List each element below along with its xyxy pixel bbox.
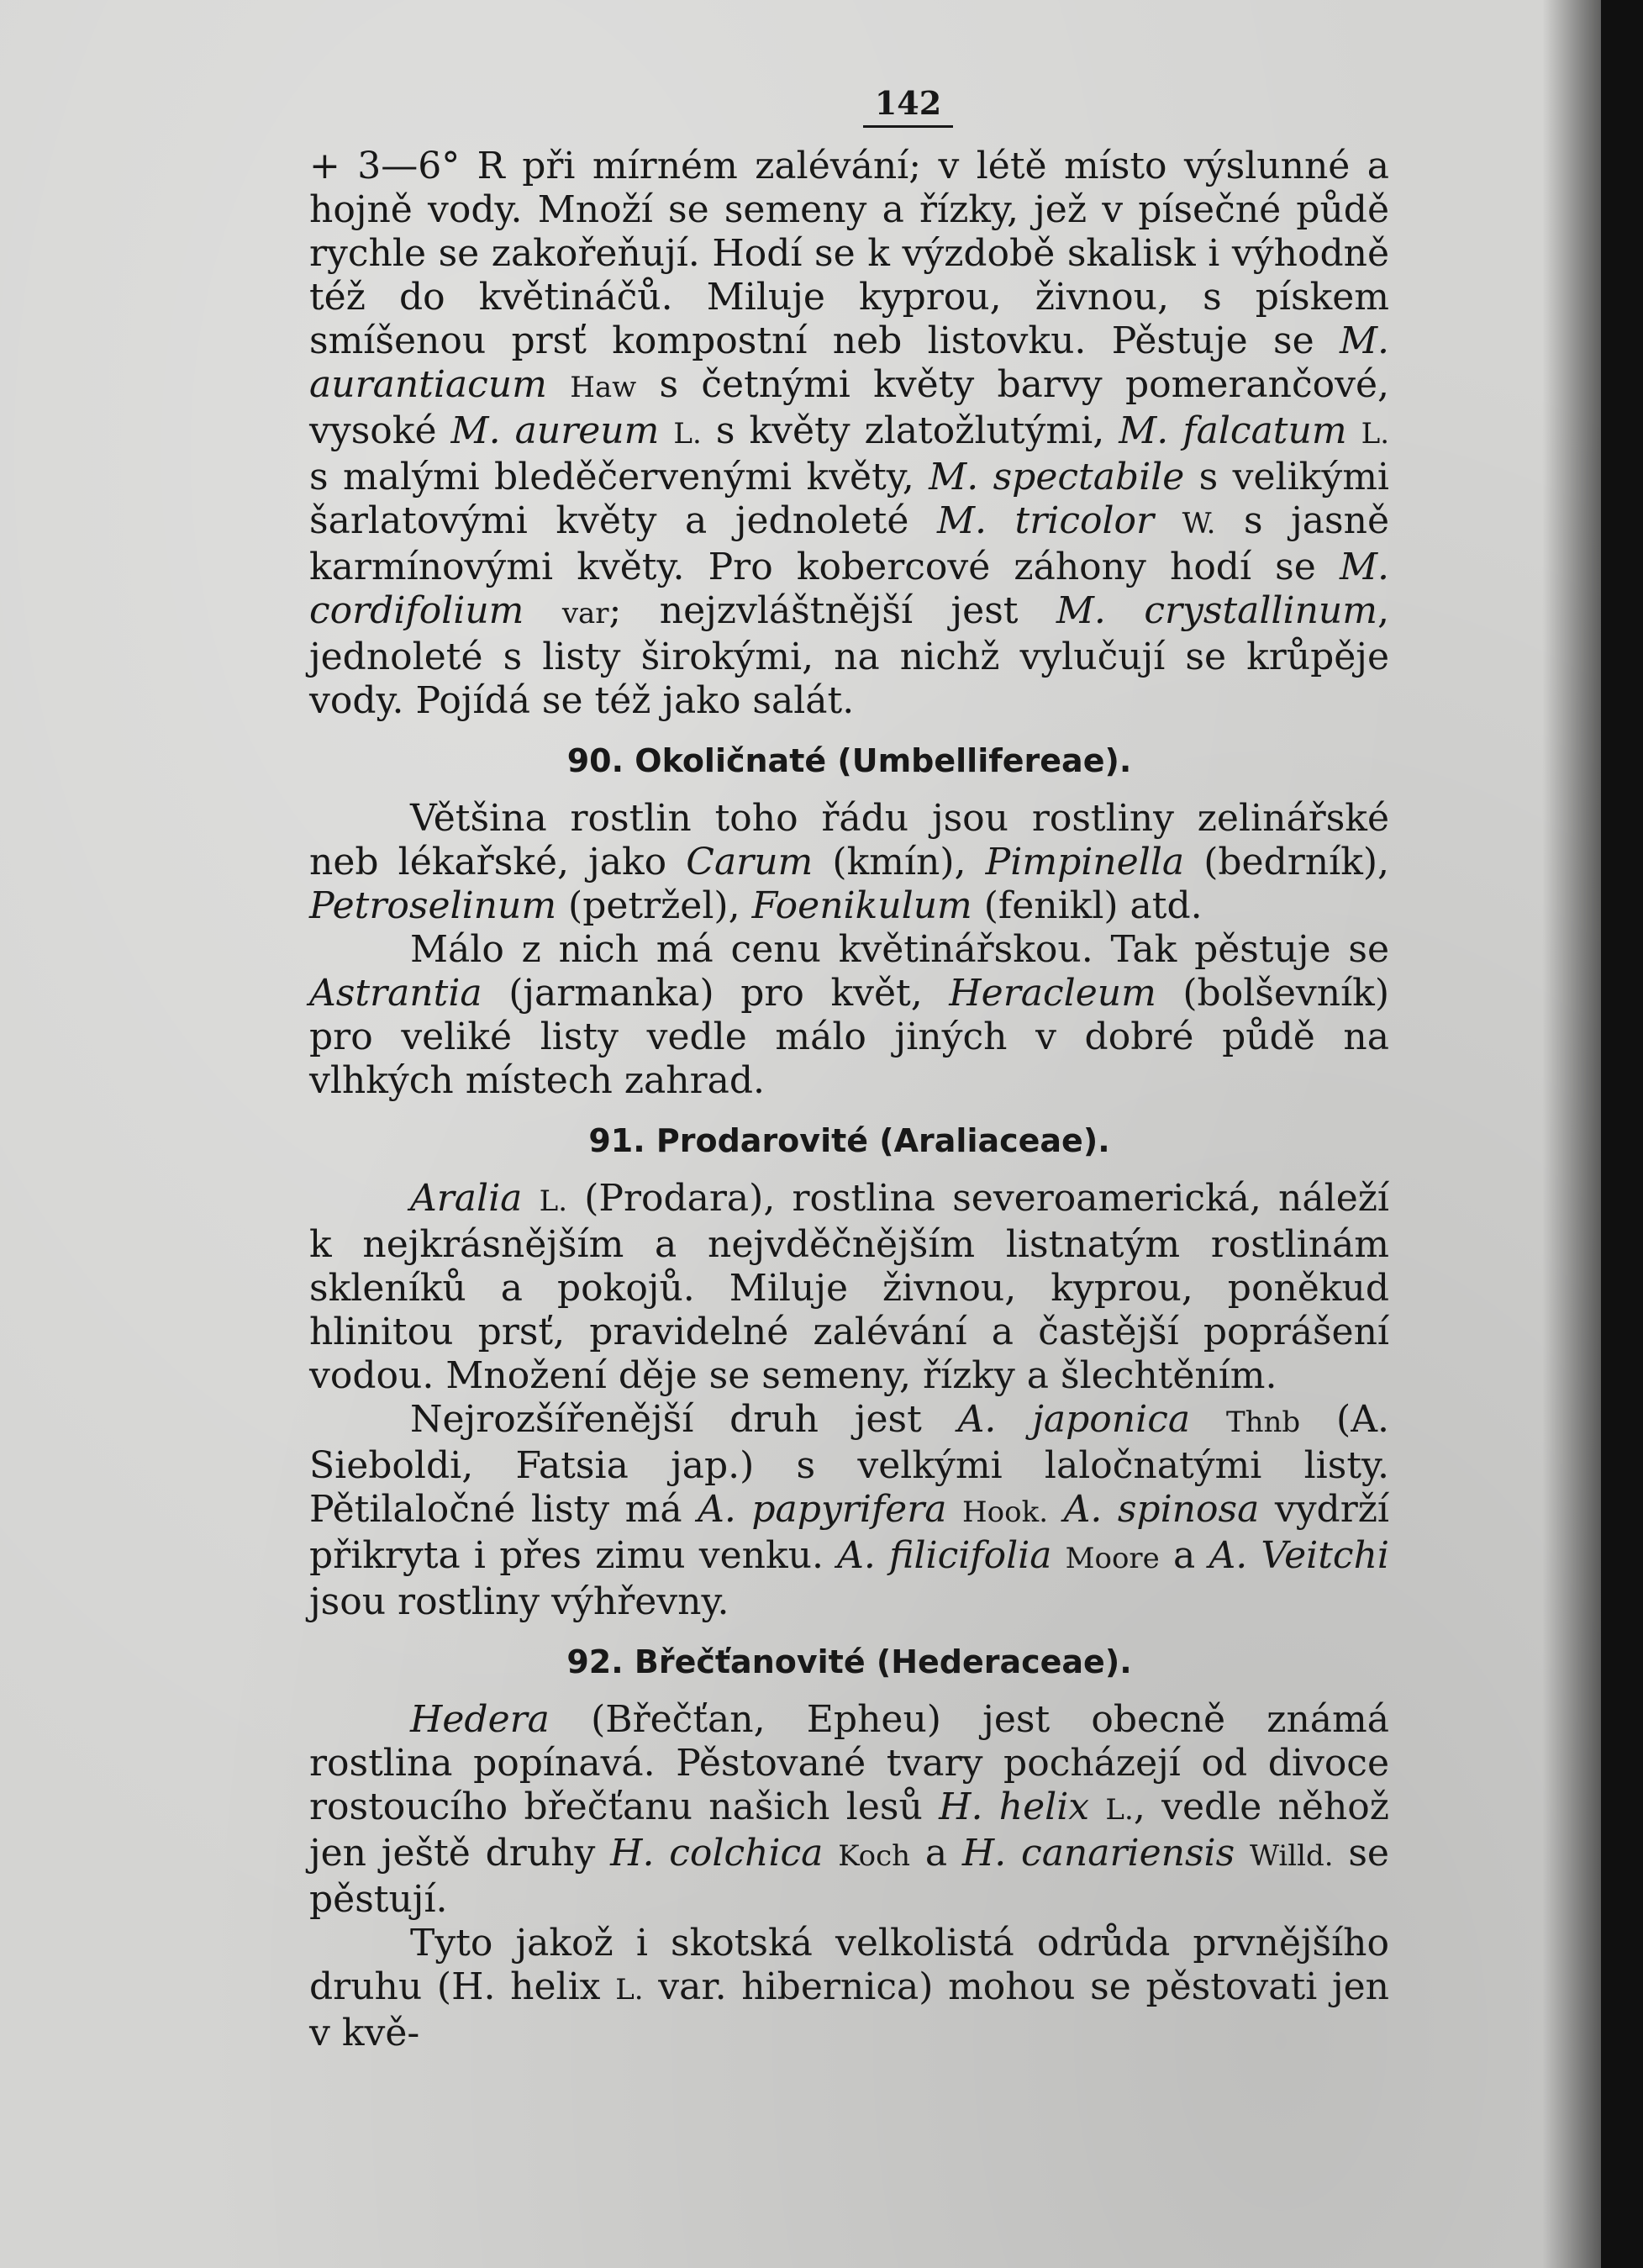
text-run: Nejrozšířenější druh jest <box>410 1398 958 1441</box>
text-run: (bedrník), <box>1184 841 1390 883</box>
body-paragraph <box>309 1177 1389 1398</box>
text-run: (A. Sieboldi, Fatsia jap.) s velkými laločnatými listy. Pětilaločné listy má <box>309 1398 1389 1531</box>
author-abbreviation: Thnb <box>1225 1406 1301 1439</box>
italic-taxon-name: A. japonica <box>957 1398 1191 1441</box>
body-paragraph <box>309 797 1389 928</box>
text-run: jsou rostliny výhřevny. <box>309 1580 729 1623</box>
section-heading: 92. Břečťanovité (Hederaceae). <box>566 1643 1132 1680</box>
text-run: (kmín), <box>813 841 986 883</box>
page-edge-shadow <box>1542 0 1601 2268</box>
text-run: (fenikl) atd. <box>972 884 1203 927</box>
author-abbreviation: L. <box>615 1973 644 2007</box>
italic-taxon-name: M. tricolor <box>936 499 1155 542</box>
page-number: 142 <box>309 84 1389 128</box>
text-run: s velikými šarlatovými květy a jednoleté <box>309 456 1389 542</box>
text-run <box>524 589 561 632</box>
italic-taxon-name: Carum <box>686 841 814 883</box>
text-run <box>1048 1488 1064 1531</box>
author-abbreviation: Hook. <box>962 1495 1049 1529</box>
text-run: , vedle něhož jen ještě druhy <box>309 1785 1389 1875</box>
author-abbreviation: Moore <box>1065 1542 1160 1575</box>
italic-taxon-name: A. filicifolia <box>837 1534 1052 1577</box>
italic-taxon-name: M. spectabile <box>929 456 1185 498</box>
section-heading: 91. Prodarovité (Araliaceae). <box>588 1122 1110 1159</box>
text-run: var. hibernica) mohou se pěstovati jen v kvě- <box>309 1965 1389 2054</box>
author-abbreviation: L. <box>1361 417 1389 451</box>
text-run: a <box>1159 1534 1209 1577</box>
italic-taxon-name: A. spinosa <box>1063 1488 1260 1531</box>
italic-taxon-name: H. helix <box>939 1785 1090 1828</box>
italic-taxon-name: A. papyrifera <box>698 1488 947 1531</box>
section-heading: 90. Okoličnaté (Umbelliferеae). <box>566 742 1132 779</box>
text-run <box>1089 1785 1105 1828</box>
italic-taxon-name: M. falcatum <box>1119 409 1347 452</box>
page-content <box>309 145 1389 2055</box>
text-run <box>1235 1832 1250 1875</box>
text-run: (jarmanka) pro květ, <box>482 972 950 1015</box>
italic-taxon-name: M. aureum <box>450 409 660 452</box>
author-abbreviation: Koch <box>838 1839 911 1873</box>
italic-taxon-name: H. canariensis <box>961 1832 1235 1875</box>
text-run: Většina rostlin toho řádu jsou rostliny zelinářské neb lékařské, jako <box>309 797 1389 883</box>
text-run: , jednoleté s listy širokými, na nichž vylučují se krůpěje vody. Pojídá se též jako salát. <box>309 589 1389 722</box>
author-abbreviation: L. <box>1105 1793 1134 1827</box>
text-run <box>1347 409 1361 452</box>
text-run <box>1051 1534 1065 1577</box>
text-run: s četnými květy barvy pomerančové, vysoké <box>309 363 1389 452</box>
text-run: (bolševník) pro veliké listy vedle málo jiných v dobré půdě na vlhkých místech zahrad. <box>309 972 1389 1102</box>
italic-taxon-name: Heracleum <box>949 972 1156 1015</box>
author-abbreviation: Haw <box>570 371 637 404</box>
body-paragraph <box>309 1398 1389 1624</box>
italic-taxon-name: M. crystallinum <box>1056 589 1377 632</box>
text-column <box>309 84 1389 2055</box>
text-run: (petržel), <box>556 884 752 927</box>
text-run: (Břečťan, Epheu) jest obecně známá rostlina popínavá. Pěstované tvary pocházejí od divoce rostoucího břečťanu našich lesů <box>309 1698 1389 1828</box>
body-paragraph <box>309 928 1389 1103</box>
text-run: vydrží přikryta i přes zimu venku. <box>309 1488 1389 1577</box>
text-run: Tyto jakož i skotská velkolistá odrůda prvnějšího druhu (H. helix <box>309 1922 1389 2008</box>
text-run <box>547 363 570 406</box>
text-run: (Prodara), rostlina severoamerická, náleží k nejkrásnějším a nejvděčnějším listnatým rostlinám skleníků a pokojů. Miluje živnou, kyprou, poněkud hlinitou prsť, pravidelné zalévání a častější poprášení vodou. Množení děje se semeny, řízky a šlechtěním. <box>309 1177 1389 1397</box>
text-run: a <box>910 1832 962 1875</box>
author-abbreviation: Willd. <box>1250 1839 1334 1873</box>
italic-taxon-name: M. aurantiacum <box>309 319 1389 406</box>
text-run: Málo z nich má cenu květinářskou. Tak pěstuje se <box>410 928 1389 971</box>
body-paragraph <box>309 145 1389 723</box>
text-run <box>1190 1398 1226 1441</box>
body-paragraph <box>309 1698 1389 1922</box>
text-run <box>659 409 673 452</box>
author-abbreviation: L. <box>539 1184 568 1218</box>
text-run: s malými bleděčervenými květy, <box>309 456 929 498</box>
text-run: se pěstují. <box>309 1832 1389 1921</box>
author-abbreviation: W. <box>1182 507 1216 541</box>
italic-taxon-name: Pimpinella <box>985 841 1185 883</box>
text-run: s jasně karmínovými květy. Pro kobercové záhony hodí se <box>309 499 1389 588</box>
author-abbreviation: L. <box>673 417 702 451</box>
italic-taxon-name: M. cordifolium <box>309 546 1389 632</box>
italic-taxon-name: H. colchica <box>610 1832 824 1875</box>
text-run <box>823 1832 838 1875</box>
text-run: ; nejzvláštnější jest <box>608 589 1056 632</box>
body-paragraph <box>309 1922 1389 2055</box>
italic-taxon-name: Aralia <box>410 1177 523 1220</box>
text-run: + 3—6° R při mírném zalévání; v létě místo výslunné a hojně vody. Množí se semeny a řízky, jež v písečné půdě rychle se zakořeňují. Hodí se k výzdobě skalisk i výhodně též do květináčů. Miluje kyprou, živnou, s pískem smíšenou prsť kompostní neb listovku. Pěstuje se <box>309 145 1389 362</box>
text-run <box>522 1177 539 1220</box>
italic-taxon-name: Petroselinum <box>309 884 557 927</box>
author-abbreviation: var <box>561 597 609 630</box>
italic-taxon-name: Foenikulum <box>751 884 972 927</box>
text-run: s květy zlatožlutými, <box>701 409 1119 452</box>
text-run <box>947 1488 963 1531</box>
italic-taxon-name: A. Veitchi <box>1209 1534 1389 1577</box>
text-run <box>1154 499 1182 542</box>
italic-taxon-name: Hedera <box>410 1698 550 1741</box>
italic-taxon-name: Astrantia <box>309 972 482 1015</box>
